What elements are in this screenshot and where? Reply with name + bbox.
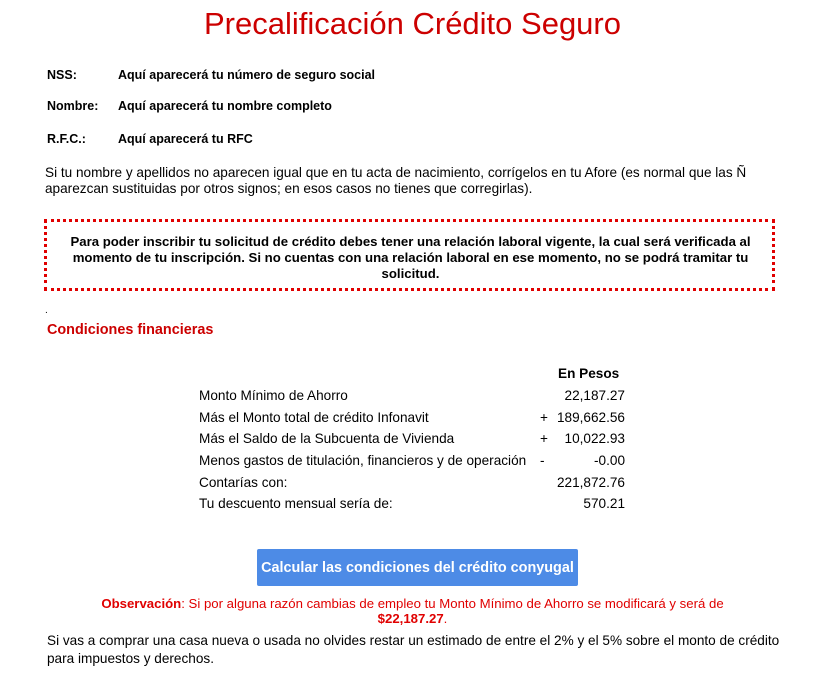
nombre-label: Nombre: (47, 99, 99, 113)
stray-dot: . (45, 305, 48, 316)
employment-alert-text: Para poder inscribir tu solicitud de crédito debes tener una relación laboral vigente, la cual será verificada al momento de tu inscripción. Si no cuentas con una relación laboral en ese momento, no se podrá tramitar tu solicitud. (70, 234, 751, 281)
row-value: 570.21 (583, 496, 625, 511)
observation-label: Observación (101, 596, 182, 611)
row-label: Monto Mínimo de Ahorro (199, 388, 348, 403)
row-label: Tu descuento mensual sería de: (199, 496, 393, 511)
table-row (199, 453, 629, 473)
row-value: 189,662.56 (556, 410, 625, 425)
section-title-condiciones: Condiciones financieras (47, 322, 214, 338)
row-value: 22,187.27 (564, 388, 625, 403)
row-sign: - (540, 453, 545, 468)
table-row (199, 388, 629, 408)
name-correction-note: Si tu nombre y apellidos no aparecen igual que en tu acta de nacimiento, corrígelos en tu Afore (es normal que las Ñ aparezcan sustituidas por otros signos; en esos casos no tienes que corregirlas). (45, 165, 747, 196)
table-row (199, 496, 629, 516)
observation-note (60, 596, 765, 626)
rfc-label: R.F.C.: (47, 132, 86, 146)
page-title: Precalificación Crédito Seguro (204, 6, 621, 41)
calculate-conyugal-credit-button[interactable]: Calcular las condiciones del crédito conyugal (257, 549, 578, 586)
table-row (199, 431, 629, 451)
observation-amount: $22,187.27 (377, 611, 444, 626)
row-label: Menos gastos de titulación, financieros y de operación (199, 453, 527, 468)
table-row (199, 410, 629, 430)
row-value: 221,872.76 (556, 475, 625, 490)
observation-text: : Si por alguna razón cambias de empleo tu Monto Mínimo de Ahorro se modificará y será de (181, 596, 724, 611)
row-value: 10,022.93 (564, 431, 625, 446)
row-label: Más el Saldo de la Subcuenta de Vivienda (199, 431, 455, 446)
currency-header: En Pesos (558, 366, 620, 381)
taxes-note: Si vas a comprar una casa nueva o usada no olvides restar un estimado de entre el 2% y el 5% sobre el monto de crédito para impuestos y derechos. (47, 633, 780, 666)
rfc-value: Aquí aparecerá tu RFC (118, 132, 253, 146)
table-row (199, 475, 629, 495)
row-label: Más el Monto total de crédito Infonavit (199, 410, 429, 425)
observation-end: . (443, 611, 448, 626)
row-sign: + (540, 431, 548, 446)
nss-value: Aquí aparecerá tu número de seguro social (118, 68, 376, 82)
row-value: -0.00 (594, 453, 625, 468)
row-label: Contarías con: (199, 475, 288, 490)
row-sign: + (540, 410, 548, 425)
employment-alert-box (44, 219, 775, 291)
nss-label: NSS: (47, 68, 77, 82)
nombre-value: Aquí aparecerá tu nombre completo (118, 99, 332, 113)
